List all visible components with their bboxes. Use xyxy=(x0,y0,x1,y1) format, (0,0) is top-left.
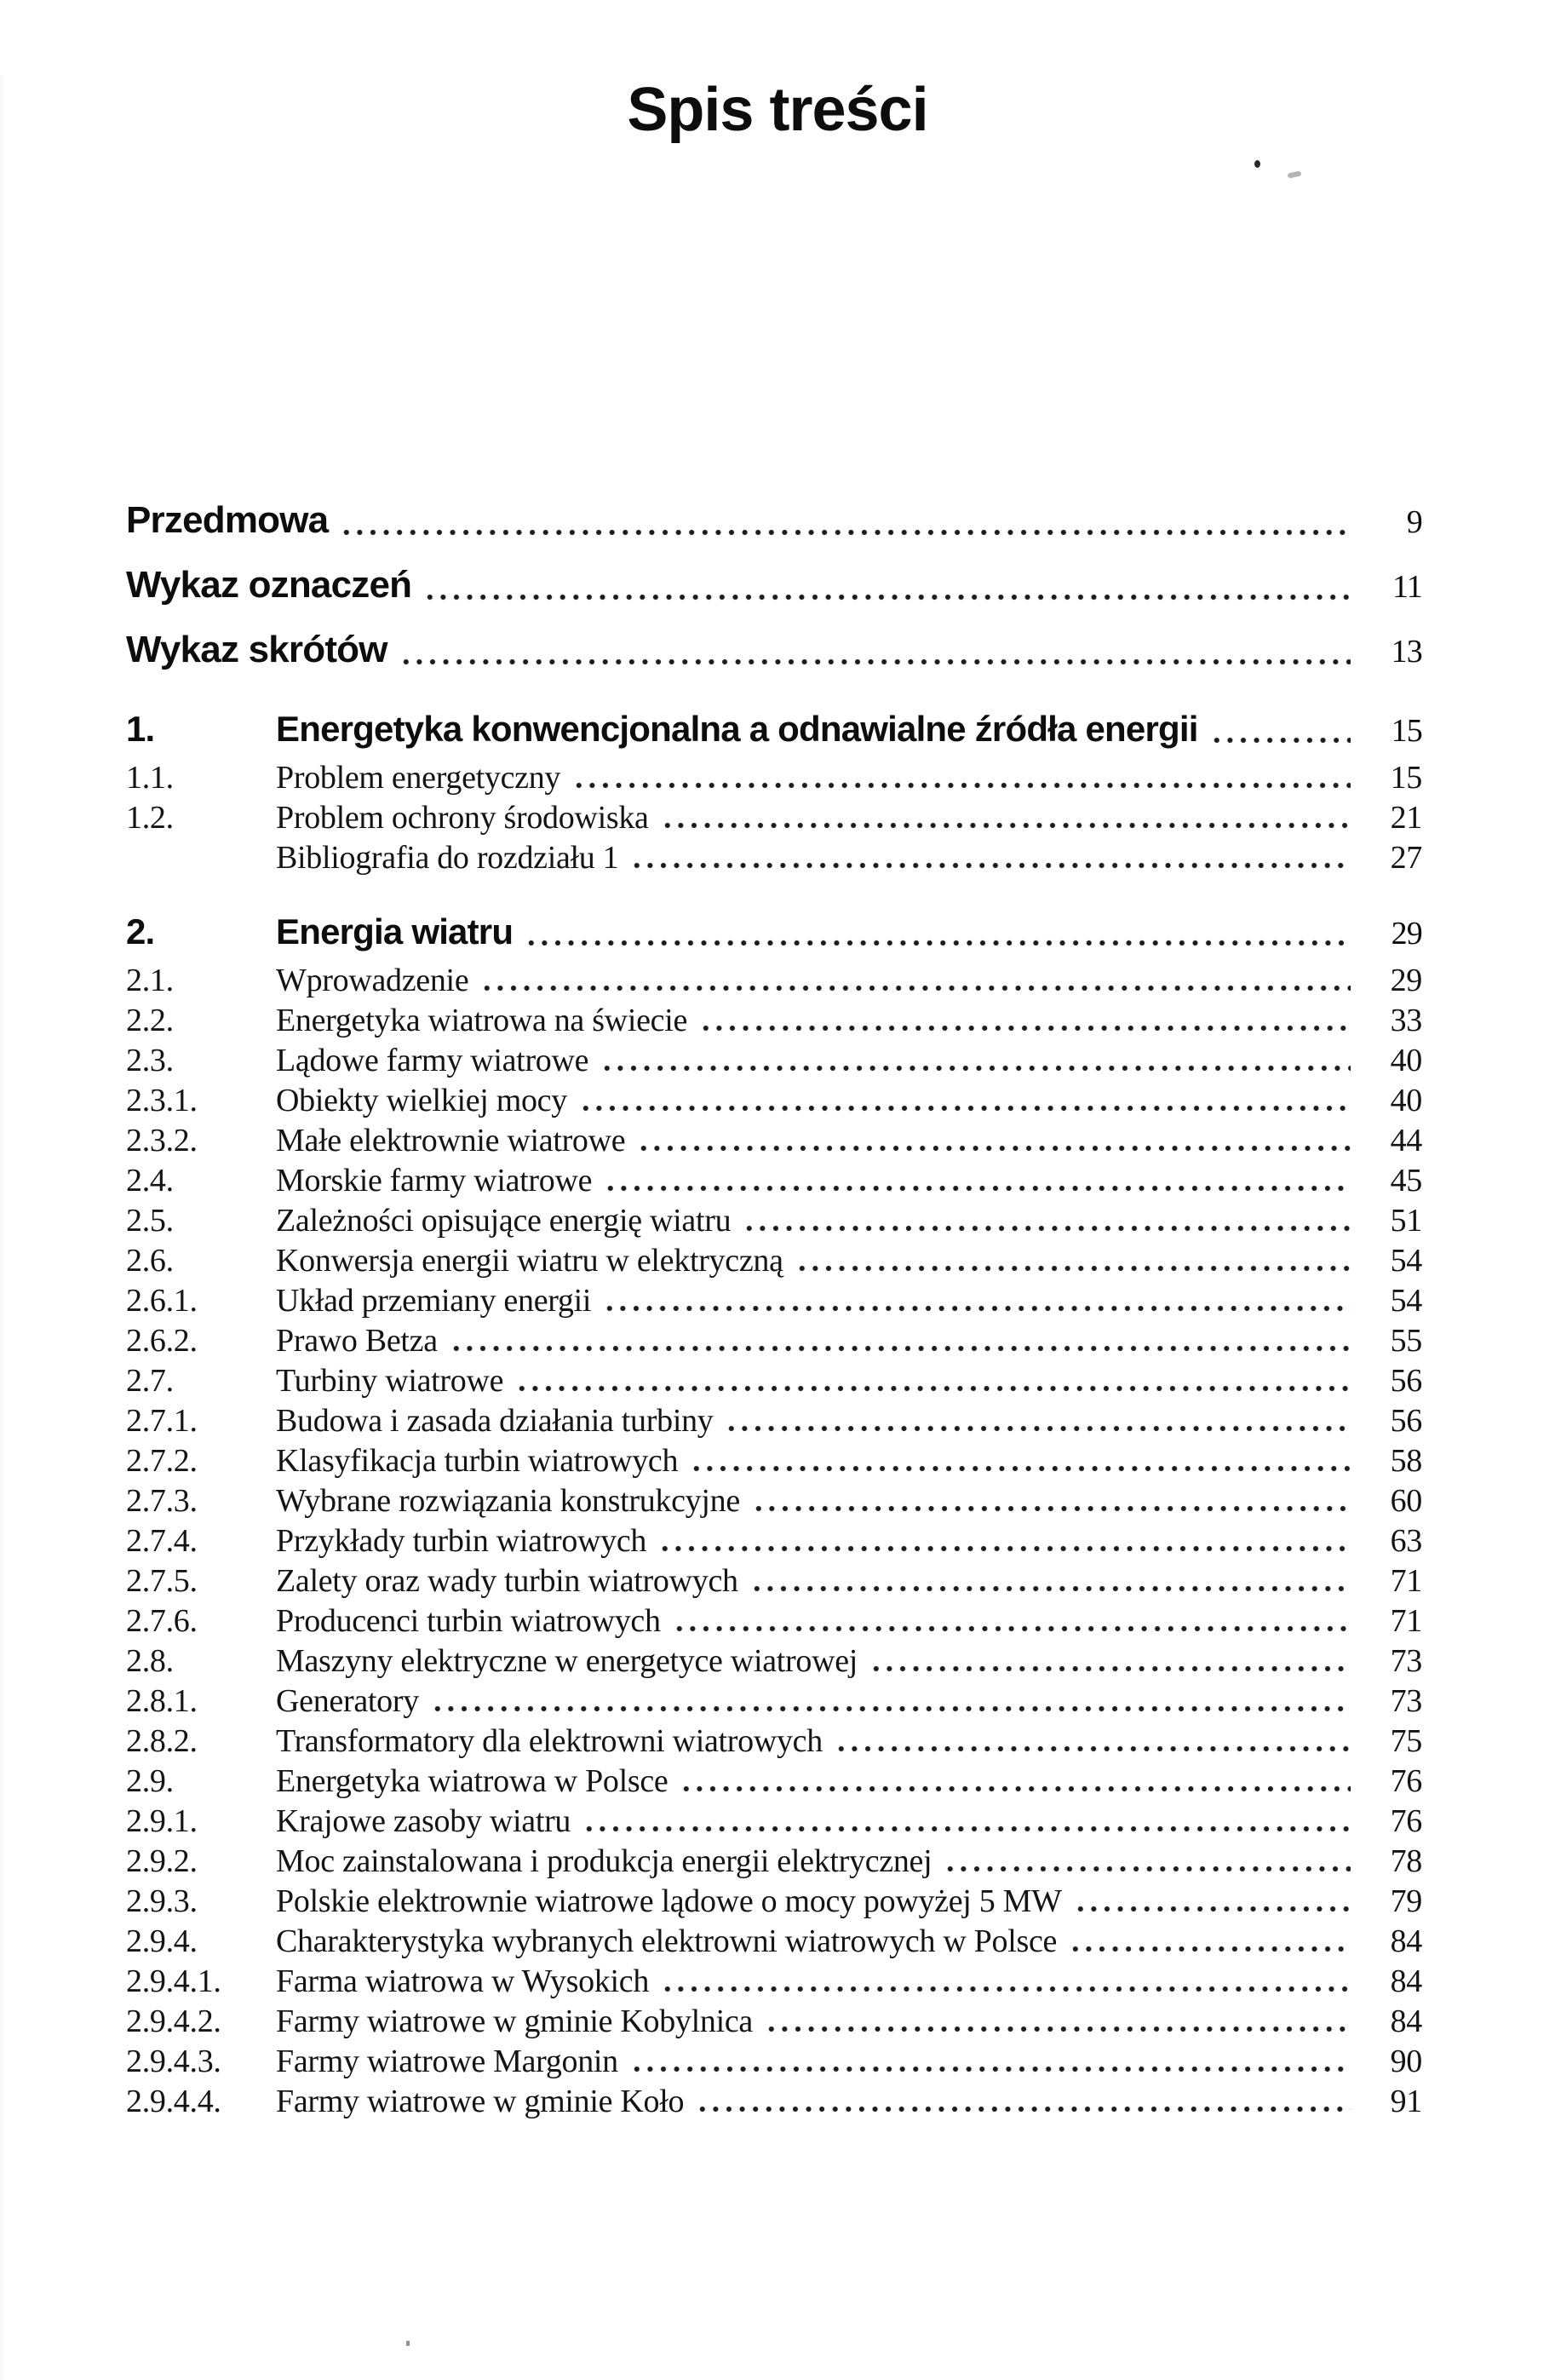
toc-entry-page-number: 73 xyxy=(1390,1643,1422,1679)
toc-entry-number: 2.7.2. xyxy=(126,1443,198,1479)
toc-entry-label: Budowa i zasada działania turbiny xyxy=(276,1403,714,1439)
toc-entry-number: 2.6.1. xyxy=(126,1283,198,1319)
dotted-leader xyxy=(725,1425,1351,1432)
toc-entry-page-number: 84 xyxy=(1390,1963,1422,1999)
toc-entry xyxy=(126,709,1422,751)
dotted-leader xyxy=(795,1265,1351,1272)
toc-entry-page-number: 79 xyxy=(1390,1883,1422,1919)
dotted-leader xyxy=(696,2106,1351,2113)
toc-entry-label: Farmy wiatrowe w gminie Kobylnica xyxy=(276,2003,753,2039)
toc-entry-page-number: 33 xyxy=(1390,1003,1422,1038)
toc-entry-number: 2.7.3. xyxy=(126,1483,198,1519)
toc-entry-page-number: 63 xyxy=(1390,1523,1422,1559)
toc-entry-label: Wykaz skrótów xyxy=(126,629,387,670)
scan-speck xyxy=(406,2341,410,2346)
toc-entry-number: 1.1. xyxy=(126,760,174,796)
toc-entry-page-number: 15 xyxy=(1390,760,1422,796)
dotted-leader xyxy=(661,822,1351,829)
toc-entry xyxy=(126,1283,1422,1319)
toc-entry xyxy=(126,1923,1422,1959)
toc-entry-page-number: 51 xyxy=(1390,1203,1422,1239)
toc-entry-page-number: 27 xyxy=(1390,840,1422,876)
dotted-leader xyxy=(1069,1946,1351,1952)
toc-entry-label: Farmy wiatrowe Margonin xyxy=(276,2044,618,2079)
toc-entry xyxy=(126,1203,1422,1239)
dotted-leader xyxy=(699,1025,1351,1032)
scan-speck xyxy=(1254,160,1260,168)
toc-entry xyxy=(126,1363,1422,1399)
toc-entry xyxy=(126,1483,1422,1519)
toc-entry-label: Polskie elektrownie wiatrowe lądowe o mocy powyżej 5 MW xyxy=(276,1883,1062,1919)
toc-entry-number: 2.7.5. xyxy=(126,1563,198,1599)
toc-entry xyxy=(126,963,1422,998)
dotted-leader xyxy=(765,2026,1351,2032)
toc-entry-page-number: 54 xyxy=(1390,1243,1422,1279)
toc-entry-number: 2.6. xyxy=(126,1243,174,1279)
toc-entry-number: 2.7. xyxy=(126,1363,174,1399)
toc-entry-label: Generatory xyxy=(276,1683,419,1719)
toc-entry-page-number: 11 xyxy=(1392,569,1422,605)
toc-entry-page-number: 29 xyxy=(1391,916,1422,951)
toc-entry-label: Konwersja energii wiatru w elektryczną xyxy=(276,1243,783,1279)
toc-entry-number: 2.9.4.1. xyxy=(126,1963,221,1999)
toc-entry-number: 2.8.1. xyxy=(126,1683,198,1719)
toc-entry-label: Zalety oraz wady turbin wiatrowych xyxy=(276,1563,738,1599)
toc-entry xyxy=(126,1883,1422,1919)
toc-entry-number: 2.9.1. xyxy=(126,1803,198,1839)
toc-entry-page-number: 75 xyxy=(1390,1723,1422,1759)
toc-list xyxy=(0,499,1555,2119)
dotted-leader xyxy=(423,594,1351,601)
toc-entry-page-number: 76 xyxy=(1390,1803,1422,1839)
toc-entry xyxy=(126,1643,1422,1679)
toc-entry-page-number: 84 xyxy=(1390,1923,1422,1959)
toc-entry-number: 2.9.4. xyxy=(126,1923,198,1959)
toc-entry-page-number: 56 xyxy=(1390,1363,1422,1399)
dotted-leader xyxy=(661,1986,1351,1992)
dotted-leader xyxy=(835,1745,1351,1752)
dotted-leader xyxy=(637,1145,1351,1152)
toc-entry xyxy=(126,2044,1422,2079)
toc-entry-page-number: 9 xyxy=(1406,504,1422,540)
toc-entry-page-number: 40 xyxy=(1390,1043,1422,1078)
toc-entry-number: 2.9.4.4. xyxy=(126,2084,221,2119)
toc-entry-page-number: 15 xyxy=(1391,713,1422,749)
toc-entry-label: Wprowadzenie xyxy=(276,963,469,998)
toc-entry-label: Energetyka wiatrowa w Polsce xyxy=(276,1763,668,1799)
toc-entry xyxy=(126,499,1422,543)
toc-entry-number: 2.2. xyxy=(126,1003,174,1038)
dotted-leader xyxy=(743,1225,1351,1232)
toc-entry-label: Maszyny elektryczne w energetyce wiatrowej xyxy=(276,1643,858,1679)
toc-entry-page-number: 45 xyxy=(1390,1163,1422,1199)
toc-entry-label: Morskie farmy wiatrowe xyxy=(276,1163,593,1199)
toc-entry-label: Problem ochrony środowiska xyxy=(276,800,649,836)
dotted-leader xyxy=(1210,737,1351,744)
toc-entry xyxy=(126,1523,1422,1559)
toc-entry-page-number: 60 xyxy=(1390,1483,1422,1519)
dotted-leader xyxy=(944,1865,1351,1872)
toc-entry xyxy=(126,564,1422,608)
toc-entry-label: Bibliografia do rozdziału 1 xyxy=(276,840,619,876)
toc-entry xyxy=(126,1323,1422,1359)
toc-entry-page-number: 40 xyxy=(1390,1083,1422,1118)
dotted-leader xyxy=(600,1065,1351,1072)
toc-entry-number: 2.7.4. xyxy=(126,1523,198,1559)
toc-entry xyxy=(126,629,1422,673)
toc-entry-number: 2.3. xyxy=(126,1043,174,1078)
toc-entry-label: Producenci turbin wiatrowych xyxy=(276,1603,661,1639)
toc-entry-page-number: 54 xyxy=(1390,1283,1422,1319)
dotted-leader xyxy=(630,2066,1351,2072)
toc-entry-label: Turbiny wiatrowe xyxy=(276,1363,504,1399)
toc-entry-number: 2.4. xyxy=(126,1163,174,1199)
toc-entry-number: 2.3.2. xyxy=(126,1123,198,1158)
toc-entry-page-number: 71 xyxy=(1390,1603,1422,1639)
toc-entry-page-number: 84 xyxy=(1390,2003,1422,2039)
dotted-leader xyxy=(582,1825,1351,1832)
toc-entry-label: Problem energetyczny xyxy=(276,760,561,796)
toc-entry xyxy=(126,1723,1422,1759)
toc-entry xyxy=(126,1083,1422,1118)
toc-entry-label: Klasyfikacja turbin wiatrowych xyxy=(276,1443,679,1479)
dotted-leader xyxy=(630,862,1351,869)
dotted-leader xyxy=(572,782,1351,789)
toc-entry-label: Przykłady turbin wiatrowych xyxy=(276,1523,647,1559)
toc-entry-number: 2.8.2. xyxy=(126,1723,198,1759)
dotted-leader xyxy=(603,1305,1351,1312)
dotted-leader xyxy=(480,985,1351,992)
toc-entry-page-number: 21 xyxy=(1390,800,1422,836)
dotted-leader xyxy=(431,1705,1351,1712)
scan-edge-artifact xyxy=(0,75,6,2380)
toc-entry-label: Farmy wiatrowe w gminie Koło xyxy=(276,2084,685,2119)
toc-entry xyxy=(126,1683,1422,1719)
toc-entry-page-number: 76 xyxy=(1390,1763,1422,1799)
toc-entry-number: 2.7.1. xyxy=(126,1403,198,1439)
toc-entry xyxy=(126,1003,1422,1038)
toc-entry xyxy=(126,760,1422,796)
page-title: Spis treści xyxy=(627,76,928,144)
dotted-leader xyxy=(1074,1906,1351,1912)
toc-entry-number: 2.1. xyxy=(126,963,174,998)
toc-entry-label: Wykaz oznaczeń xyxy=(126,564,412,606)
scan-speck xyxy=(1288,170,1302,178)
toc-entry-page-number: 58 xyxy=(1390,1443,1422,1479)
toc-entry-number: 2.9.4.2. xyxy=(126,2003,221,2039)
toc-entry-label: Wybrane rozwiązania konstrukcyjne xyxy=(276,1483,740,1519)
toc-entry xyxy=(126,2084,1422,2119)
toc-entry xyxy=(126,1603,1422,1639)
toc-entry xyxy=(126,1763,1422,1799)
toc-entry xyxy=(126,2003,1422,2039)
toc-entry-number: 2.7.6. xyxy=(126,1603,198,1639)
toc-entry-number: 2.3.1. xyxy=(126,1083,198,1118)
toc-entry-number: 2.8. xyxy=(126,1643,174,1679)
dotted-leader xyxy=(604,1185,1351,1192)
toc-entry-page-number: 91 xyxy=(1390,2084,1422,2119)
toc-entry-label: Farma wiatrowa w Wysokich xyxy=(276,1963,650,1999)
toc-entry-number: 2. xyxy=(126,911,155,951)
toc-entry-label: Zależności opisujące energię wiatru xyxy=(276,1203,732,1239)
toc-entry-page-number: 78 xyxy=(1390,1843,1422,1879)
toc-entry-number: 2.5. xyxy=(126,1203,174,1239)
toc-entry-label: Prawo Betza xyxy=(276,1323,438,1359)
toc-entry xyxy=(126,1843,1422,1879)
toc-entry-number: 2.9. xyxy=(126,1763,174,1799)
toc-entry-page-number: 71 xyxy=(1390,1563,1422,1599)
dotted-leader xyxy=(680,1785,1351,1792)
toc-entry-page-number: 44 xyxy=(1390,1123,1422,1158)
toc-entry-label: Moc zainstalowana i produkcja energii elektrycznej xyxy=(276,1843,932,1879)
toc-entry-label: Energetyka wiatrowa na świecie xyxy=(276,1003,688,1038)
toc-entry-page-number: 13 xyxy=(1391,634,1422,670)
toc-entry-page-number: 29 xyxy=(1390,963,1422,998)
toc-entry-label: Krajowe zasoby wiatru xyxy=(276,1803,571,1839)
toc-entry-page-number: 73 xyxy=(1390,1683,1422,1719)
dotted-leader xyxy=(750,1585,1351,1592)
toc-entry xyxy=(126,1803,1422,1839)
dotted-leader xyxy=(658,1545,1351,1552)
toc-entry xyxy=(126,800,1422,836)
toc-entry xyxy=(126,1243,1422,1279)
dotted-leader xyxy=(340,529,1351,536)
toc-entry xyxy=(126,1963,1422,1999)
dotted-leader xyxy=(673,1625,1351,1632)
toc-entry-page-number: 56 xyxy=(1390,1403,1422,1439)
dotted-leader xyxy=(399,658,1351,665)
toc-entry-number: 2.6.2. xyxy=(126,1323,198,1359)
toc-entry-label: Energetyka konwencjonalna a odnawialne źródła energii xyxy=(276,709,1198,749)
toc-entry-label: Transformatory dla elektrowni wiatrowych xyxy=(276,1723,823,1759)
dotted-leader xyxy=(579,1105,1351,1112)
dotted-leader xyxy=(869,1665,1351,1672)
toc-entry xyxy=(126,911,1422,954)
toc-entry-number: 1. xyxy=(126,709,155,749)
toc-entry-number: 1.2. xyxy=(126,800,174,836)
toc-entry-label: Energia wiatru xyxy=(276,911,514,951)
dotted-leader xyxy=(450,1345,1351,1352)
dotted-leader xyxy=(515,1385,1351,1392)
toc-entry-label: Przedmowa xyxy=(126,499,329,541)
toc-entry-number: 2.9.4.3. xyxy=(126,2044,221,2079)
toc-entry-label: Lądowe farmy wiatrowe xyxy=(276,1043,589,1078)
toc-entry xyxy=(126,1163,1422,1199)
dotted-leader xyxy=(690,1465,1351,1472)
toc-entry xyxy=(126,1123,1422,1158)
toc-entry-label: Charakterystyka wybranych elektrowni wiatrowych w Polsce xyxy=(276,1923,1058,1959)
toc-entry xyxy=(126,1563,1422,1599)
toc-entry xyxy=(126,1443,1422,1479)
toc-entry-number: 2.9.2. xyxy=(126,1843,198,1879)
toc-entry xyxy=(126,1403,1422,1439)
toc-entry-number: 2.9.3. xyxy=(126,1883,198,1919)
toc-entry-label: Układ przemiany energii xyxy=(276,1283,592,1319)
toc-entry-label: Obiekty wielkiej mocy xyxy=(276,1083,567,1118)
toc-entry xyxy=(126,840,1422,876)
toc-entry-page-number: 90 xyxy=(1390,2044,1422,2079)
dotted-leader xyxy=(752,1505,1351,1512)
toc-entry xyxy=(126,1043,1422,1078)
toc-entry-page-number: 55 xyxy=(1390,1323,1422,1359)
toc-entry-label: Małe elektrownie wiatrowe xyxy=(276,1123,626,1158)
dotted-leader xyxy=(525,940,1351,946)
